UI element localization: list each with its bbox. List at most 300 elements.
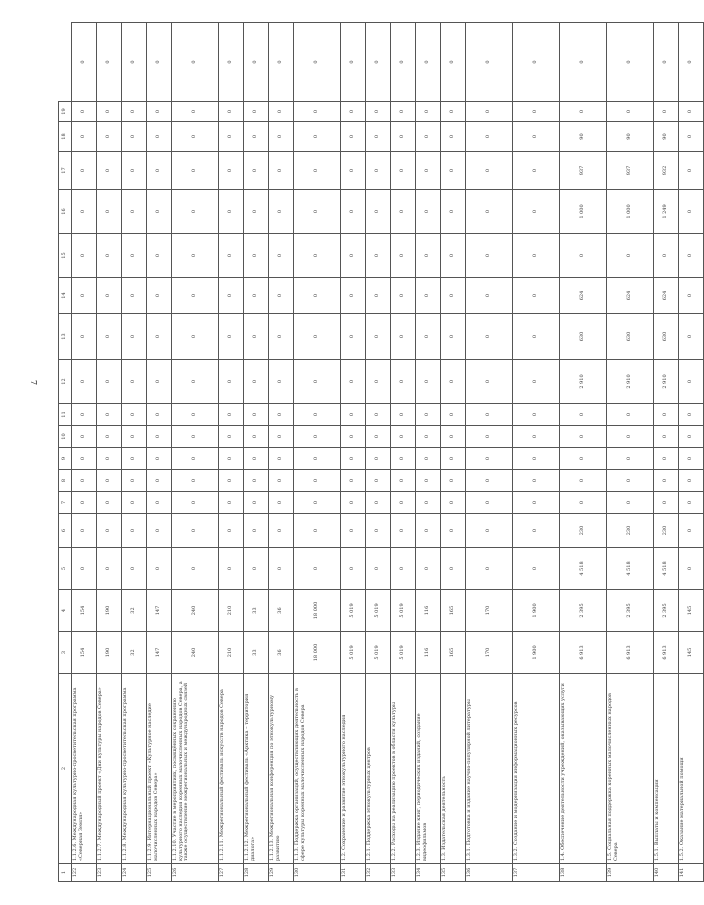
table-cell: 0 bbox=[341, 514, 366, 548]
table-cell: 0 bbox=[97, 470, 122, 492]
table-cell: 0 bbox=[97, 404, 122, 426]
table-cell: 0 bbox=[97, 492, 122, 514]
table-cell: 0 bbox=[294, 23, 341, 102]
table-cell: 0 bbox=[513, 234, 560, 278]
table-cell: 154 bbox=[72, 632, 97, 674]
table-cell: 33 bbox=[244, 590, 269, 632]
table-cell: 0 bbox=[97, 514, 122, 548]
row-name: 1.1.2.8. Международная культурно-просветительская программа bbox=[122, 674, 147, 864]
table-row bbox=[72, 23, 97, 882]
column-header: 10 bbox=[59, 426, 72, 448]
column-header: 4 bbox=[59, 590, 72, 632]
table-cell: 0 bbox=[244, 23, 269, 102]
table-cell: 0 bbox=[391, 426, 416, 448]
column-header: 13 bbox=[59, 314, 72, 360]
table-cell: 937 bbox=[607, 152, 654, 190]
table-cell: 0 bbox=[513, 360, 560, 404]
table-cell: 0 bbox=[219, 404, 244, 426]
table-cell: 0 bbox=[97, 426, 122, 448]
table-cell: 0 bbox=[466, 152, 513, 190]
row-index: 134 bbox=[416, 864, 441, 882]
table-cell: 0 bbox=[441, 23, 466, 102]
table-cell: 0 bbox=[654, 426, 679, 448]
table-cell: 0 bbox=[147, 492, 172, 514]
table-row bbox=[560, 23, 607, 882]
table-cell: 0 bbox=[219, 122, 244, 152]
table-cell: 0 bbox=[366, 314, 391, 360]
table-cell: 0 bbox=[97, 548, 122, 590]
table-cell: 0 bbox=[654, 234, 679, 278]
table-cell: 0 bbox=[294, 102, 341, 122]
table-cell: 0 bbox=[269, 234, 294, 278]
table-cell: 5 019 bbox=[341, 632, 366, 674]
table-row bbox=[654, 23, 679, 882]
table-cell: 0 bbox=[294, 492, 341, 514]
table-cell: 0 bbox=[466, 314, 513, 360]
table-cell: 0 bbox=[466, 102, 513, 122]
table-cell: 0 bbox=[654, 492, 679, 514]
table-cell: 0 bbox=[391, 152, 416, 190]
table-cell: 0 bbox=[679, 152, 704, 190]
table-cell: 2 910 bbox=[560, 360, 607, 404]
table-cell: 0 bbox=[607, 426, 654, 448]
table-row bbox=[607, 23, 654, 882]
table-cell: 0 bbox=[122, 278, 147, 314]
table-cell: 0 bbox=[341, 470, 366, 492]
column-header: 17 bbox=[59, 152, 72, 190]
table-cell: 0 bbox=[607, 23, 654, 102]
table-cell: 0 bbox=[72, 514, 97, 548]
table-cell: 0 bbox=[441, 404, 466, 426]
table-row bbox=[391, 23, 416, 882]
table-cell: 0 bbox=[294, 470, 341, 492]
table-cell: 0 bbox=[219, 190, 244, 234]
table-row bbox=[366, 23, 391, 882]
column-header: 5 bbox=[59, 548, 72, 590]
table-cell: 0 bbox=[172, 426, 219, 448]
table-cell: 0 bbox=[122, 360, 147, 404]
table-cell: 0 bbox=[269, 314, 294, 360]
table-cell: 165 bbox=[441, 590, 466, 632]
column-header: 16 bbox=[59, 190, 72, 234]
table-cell: 0 bbox=[466, 548, 513, 590]
table-cell: 932 bbox=[654, 152, 679, 190]
table-cell: 630 bbox=[607, 314, 654, 360]
row-index: 126 bbox=[172, 864, 219, 882]
table-cell: 0 bbox=[366, 514, 391, 548]
row-name: 1.5.2. Оказание материальной помощи bbox=[679, 674, 704, 864]
table-cell: 0 bbox=[366, 448, 391, 470]
column-header: 19 bbox=[59, 102, 72, 122]
table-cell: 0 bbox=[391, 548, 416, 590]
row-index: 135 bbox=[441, 864, 466, 882]
table-cell: 0 bbox=[172, 102, 219, 122]
table-cell: 0 bbox=[244, 314, 269, 360]
table-cell: 0 bbox=[466, 470, 513, 492]
table-cell: 0 bbox=[341, 448, 366, 470]
table-cell: 0 bbox=[560, 470, 607, 492]
table-cell: 0 bbox=[172, 492, 219, 514]
table-cell: 6 913 bbox=[607, 632, 654, 674]
table-cell: 116 bbox=[416, 632, 441, 674]
table-cell: 0 bbox=[416, 122, 441, 152]
table-cell: 0 bbox=[219, 448, 244, 470]
row-index: 133 bbox=[391, 864, 416, 882]
row-index: 124 bbox=[122, 864, 147, 882]
table-row bbox=[97, 23, 122, 882]
table-cell: 0 bbox=[466, 23, 513, 102]
table-cell: 90 bbox=[560, 122, 607, 152]
table-row bbox=[466, 23, 513, 882]
table-cell: 0 bbox=[607, 404, 654, 426]
column-header: 3 bbox=[59, 632, 72, 674]
table-cell: 0 bbox=[294, 122, 341, 152]
table-cell: 18 000 bbox=[294, 632, 341, 674]
table-cell: 0 bbox=[219, 234, 244, 278]
table-cell: 0 bbox=[172, 152, 219, 190]
table-cell: 0 bbox=[654, 23, 679, 102]
table-cell: 0 bbox=[416, 23, 441, 102]
table-cell: 0 bbox=[513, 152, 560, 190]
table-cell: 0 bbox=[122, 190, 147, 234]
table-cell: 0 bbox=[97, 448, 122, 470]
table-cell: 0 bbox=[97, 360, 122, 404]
table-cell: 0 bbox=[366, 190, 391, 234]
table-cell: 0 bbox=[244, 514, 269, 548]
table-cell: 0 bbox=[416, 404, 441, 426]
table-cell: 0 bbox=[172, 122, 219, 152]
row-index: 141 bbox=[679, 864, 704, 882]
table-cell: 0 bbox=[654, 102, 679, 122]
row-index: 130 bbox=[294, 864, 341, 882]
table-cell: 0 bbox=[679, 190, 704, 234]
row-index: 125 bbox=[147, 864, 172, 882]
column-header: 2 bbox=[59, 674, 72, 864]
table-cell: 0 bbox=[679, 23, 704, 102]
table-cell: 0 bbox=[97, 122, 122, 152]
table-cell: 0 bbox=[122, 548, 147, 590]
table-cell: 33 bbox=[244, 632, 269, 674]
table-cell: 0 bbox=[219, 278, 244, 314]
table-cell: 0 bbox=[416, 278, 441, 314]
table-cell: 0 bbox=[441, 278, 466, 314]
table-cell: 0 bbox=[366, 426, 391, 448]
table-cell: 0 bbox=[122, 492, 147, 514]
table-cell: 0 bbox=[416, 426, 441, 448]
table-cell: 90 bbox=[607, 122, 654, 152]
table-cell: 2 395 bbox=[607, 590, 654, 632]
table-cell: 0 bbox=[97, 314, 122, 360]
table-cell: 0 bbox=[269, 360, 294, 404]
table-cell: 0 bbox=[122, 23, 147, 102]
table-cell: 0 bbox=[72, 190, 97, 234]
table-cell: 0 bbox=[679, 122, 704, 152]
budget-table bbox=[58, 22, 704, 882]
table-cell: 0 bbox=[244, 404, 269, 426]
table-cell: 0 bbox=[679, 314, 704, 360]
table-cell: 0 bbox=[294, 426, 341, 448]
table-cell: 0 bbox=[441, 234, 466, 278]
table-cell: 0 bbox=[122, 426, 147, 448]
table-cell: 0 bbox=[294, 448, 341, 470]
table-cell: 0 bbox=[391, 314, 416, 360]
table-cell: 1 000 bbox=[560, 190, 607, 234]
table-cell: 0 bbox=[172, 234, 219, 278]
table-row bbox=[244, 23, 269, 882]
table-cell: 0 bbox=[560, 23, 607, 102]
row-name: 1.1.2.13. Межрегиональная конференция по этнокультурному развитию bbox=[269, 674, 294, 864]
row-index: 137 bbox=[513, 864, 560, 882]
table-cell: 5 019 bbox=[391, 632, 416, 674]
table-cell: 0 bbox=[416, 548, 441, 590]
table-cell: 190 bbox=[97, 632, 122, 674]
table-cell: 0 bbox=[172, 404, 219, 426]
row-index: 131 bbox=[341, 864, 366, 882]
table-cell: 230 bbox=[607, 514, 654, 548]
table-cell: 0 bbox=[341, 360, 366, 404]
row-name: 1.3.2. Создание и модернизация информационных ресурсов bbox=[513, 674, 560, 864]
table-cell: 0 bbox=[391, 492, 416, 514]
table-cell: 0 bbox=[513, 426, 560, 448]
table-cell: 0 bbox=[97, 152, 122, 190]
table-cell: 0 bbox=[72, 278, 97, 314]
table-cell: 0 bbox=[391, 278, 416, 314]
table-cell: 0 bbox=[147, 360, 172, 404]
table-cell: 4 518 bbox=[560, 548, 607, 590]
table-cell: 0 bbox=[366, 234, 391, 278]
table-cell: 0 bbox=[513, 122, 560, 152]
table-cell: 0 bbox=[391, 102, 416, 122]
table-cell: 0 bbox=[97, 102, 122, 122]
table-cell: 1 900 bbox=[513, 590, 560, 632]
table-row bbox=[679, 23, 704, 882]
table-cell: 0 bbox=[441, 122, 466, 152]
table-cell: 0 bbox=[294, 190, 341, 234]
table-cell: 145 bbox=[679, 590, 704, 632]
table-cell: 0 bbox=[679, 548, 704, 590]
table-cell: 0 bbox=[366, 122, 391, 152]
table-cell: 0 bbox=[147, 548, 172, 590]
table-cell: 0 bbox=[97, 278, 122, 314]
table-cell: 6 913 bbox=[654, 632, 679, 674]
table-cell: 0 bbox=[513, 190, 560, 234]
row-name: 1.2.3. Издание книг, периодических изданий, создание видеофильмов bbox=[416, 674, 441, 864]
table-cell: 0 bbox=[679, 278, 704, 314]
table-cell: 0 bbox=[466, 404, 513, 426]
table-cell: 0 bbox=[441, 514, 466, 548]
table-cell: 36 bbox=[269, 590, 294, 632]
row-name: 1.2.1. Поддержка этнокультурных центров bbox=[366, 674, 391, 864]
table-cell: 0 bbox=[560, 492, 607, 514]
table-cell: 0 bbox=[72, 404, 97, 426]
table-cell: 0 bbox=[97, 23, 122, 102]
table-cell: 2 395 bbox=[560, 590, 607, 632]
table-cell: 0 bbox=[244, 448, 269, 470]
table-cell: 0 bbox=[341, 314, 366, 360]
table-cell: 0 bbox=[294, 360, 341, 404]
table-cell: 0 bbox=[294, 404, 341, 426]
row-name: 1.3.1. Подготовка и издание научно-популярной литературы bbox=[466, 674, 513, 864]
table-cell: 0 bbox=[244, 426, 269, 448]
row-name: 1.1.2.11. Межрегиональный фестиваль искусств народов Севера bbox=[219, 674, 244, 864]
table-cell: 0 bbox=[244, 122, 269, 152]
row-name: 1.1.2.7. Международный проект «Дни культуры народов Севера» bbox=[97, 674, 122, 864]
table-cell: 0 bbox=[269, 23, 294, 102]
table-cell: 0 bbox=[366, 102, 391, 122]
table-cell: 230 bbox=[654, 514, 679, 548]
table-cell: 624 bbox=[560, 278, 607, 314]
table-row bbox=[172, 23, 219, 882]
table-cell: 0 bbox=[72, 426, 97, 448]
table-row bbox=[122, 23, 147, 882]
table-cell: 0 bbox=[172, 278, 219, 314]
row-name: 1.1.2.12. Межрегиональный фестиваль «Арктика – территория диалога» bbox=[244, 674, 269, 864]
table-cell: 0 bbox=[72, 360, 97, 404]
table-cell: 147 bbox=[147, 632, 172, 674]
table-cell: 0 bbox=[341, 426, 366, 448]
table-cell: 0 bbox=[366, 278, 391, 314]
table-cell: 5 019 bbox=[366, 632, 391, 674]
table-cell: 0 bbox=[441, 152, 466, 190]
table-row bbox=[147, 23, 172, 882]
table-cell: 1 900 bbox=[513, 632, 560, 674]
table-cell: 0 bbox=[244, 190, 269, 234]
table-cell: 4 518 bbox=[654, 548, 679, 590]
row-index: 128 bbox=[244, 864, 269, 882]
table-cell: 0 bbox=[72, 492, 97, 514]
table-row bbox=[441, 23, 466, 882]
table-cell: 0 bbox=[122, 448, 147, 470]
table-cell: 0 bbox=[607, 470, 654, 492]
table-cell: 0 bbox=[679, 426, 704, 448]
table-cell: 0 bbox=[147, 122, 172, 152]
table-cell: 0 bbox=[513, 23, 560, 102]
table-cell: 190 bbox=[97, 590, 122, 632]
table-cell: 6 913 bbox=[560, 632, 607, 674]
table-cell: 0 bbox=[244, 278, 269, 314]
row-index: 123 bbox=[97, 864, 122, 882]
row-index: 138 bbox=[560, 864, 607, 882]
table-cell: 0 bbox=[416, 234, 441, 278]
table-cell: 0 bbox=[441, 470, 466, 492]
table-cell: 0 bbox=[341, 152, 366, 190]
table-cell: 0 bbox=[72, 470, 97, 492]
table-cell: 165 bbox=[441, 632, 466, 674]
table-cell: 0 bbox=[244, 102, 269, 122]
table-cell: 5 019 bbox=[366, 590, 391, 632]
page-number: 7 bbox=[29, 379, 39, 386]
table-cell: 230 bbox=[560, 514, 607, 548]
table-cell: 0 bbox=[416, 492, 441, 514]
table-cell: 147 bbox=[147, 590, 172, 632]
table-cell: 0 bbox=[72, 448, 97, 470]
row-index: 136 bbox=[466, 864, 513, 882]
table-cell: 0 bbox=[219, 426, 244, 448]
table-cell: 0 bbox=[416, 470, 441, 492]
table-cell: 18 000 bbox=[294, 590, 341, 632]
table-cell: 0 bbox=[244, 548, 269, 590]
table-cell: 0 bbox=[466, 190, 513, 234]
table-cell: 0 bbox=[466, 234, 513, 278]
table-cell: 0 bbox=[122, 102, 147, 122]
table-cell: 0 bbox=[122, 404, 147, 426]
table-cell: 0 bbox=[219, 470, 244, 492]
column-header: 7 bbox=[59, 492, 72, 514]
table-cell: 0 bbox=[269, 470, 294, 492]
table-cell: 937 bbox=[560, 152, 607, 190]
table-row bbox=[294, 23, 341, 882]
row-name: 1.4. Обеспечение деятельности учреждений, оказывающих услуги bbox=[560, 674, 607, 864]
table-cell: 0 bbox=[513, 102, 560, 122]
table-cell: 0 bbox=[269, 152, 294, 190]
table-cell: 0 bbox=[72, 548, 97, 590]
header-row bbox=[59, 23, 72, 882]
table-cell: 0 bbox=[513, 470, 560, 492]
table-cell: 0 bbox=[294, 152, 341, 190]
column-header: 9 bbox=[59, 448, 72, 470]
table-cell: 0 bbox=[147, 470, 172, 492]
column-header: 14 bbox=[59, 278, 72, 314]
table-cell: 0 bbox=[607, 448, 654, 470]
table-cell: 0 bbox=[416, 448, 441, 470]
table-cell: 0 bbox=[391, 234, 416, 278]
table-cell: 0 bbox=[416, 514, 441, 548]
table-cell: 0 bbox=[513, 314, 560, 360]
column-header: 18 bbox=[59, 122, 72, 152]
table-cell: 0 bbox=[294, 314, 341, 360]
table-cell: 0 bbox=[269, 514, 294, 548]
table-cell: 2 910 bbox=[607, 360, 654, 404]
table-cell: 1 000 bbox=[607, 190, 654, 234]
row-index: 127 bbox=[219, 864, 244, 882]
table-cell: 0 bbox=[269, 448, 294, 470]
table-cell: 0 bbox=[147, 23, 172, 102]
table-cell: 0 bbox=[341, 278, 366, 314]
table-cell: 0 bbox=[172, 448, 219, 470]
row-name: 1.2.2. Расходы на реализацию проектов в области культуры bbox=[391, 674, 416, 864]
table-cell: 0 bbox=[172, 548, 219, 590]
table-cell: 0 bbox=[122, 234, 147, 278]
table-cell: 0 bbox=[560, 404, 607, 426]
row-name: 1.5.1. Выплаты и компенсации bbox=[654, 674, 679, 864]
table-cell: 0 bbox=[513, 404, 560, 426]
table-cell: 210 bbox=[219, 632, 244, 674]
table-cell: 0 bbox=[679, 102, 704, 122]
row-name: 1.2. Сохранение и развитие этнокультурного наследия bbox=[341, 674, 366, 864]
column-header: 8 bbox=[59, 470, 72, 492]
table-cell: 0 bbox=[219, 102, 244, 122]
table-row bbox=[513, 23, 560, 882]
table-cell: 0 bbox=[122, 314, 147, 360]
table-cell: 0 bbox=[341, 548, 366, 590]
table-cell: 32 bbox=[122, 590, 147, 632]
table-cell: 0 bbox=[513, 278, 560, 314]
table-cell: 0 bbox=[513, 548, 560, 590]
table-cell: 240 bbox=[172, 632, 219, 674]
table-cell: 0 bbox=[679, 404, 704, 426]
table-cell: 0 bbox=[391, 23, 416, 102]
table-cell: 0 bbox=[294, 278, 341, 314]
table-cell: 0 bbox=[219, 23, 244, 102]
table-cell: 0 bbox=[654, 404, 679, 426]
table-cell: 0 bbox=[72, 314, 97, 360]
table-cell: 624 bbox=[654, 278, 679, 314]
table-cell: 0 bbox=[679, 234, 704, 278]
row-index: 132 bbox=[366, 864, 391, 882]
table-cell: 0 bbox=[441, 492, 466, 514]
table-cell: 0 bbox=[72, 23, 97, 102]
table-cell: 0 bbox=[679, 514, 704, 548]
